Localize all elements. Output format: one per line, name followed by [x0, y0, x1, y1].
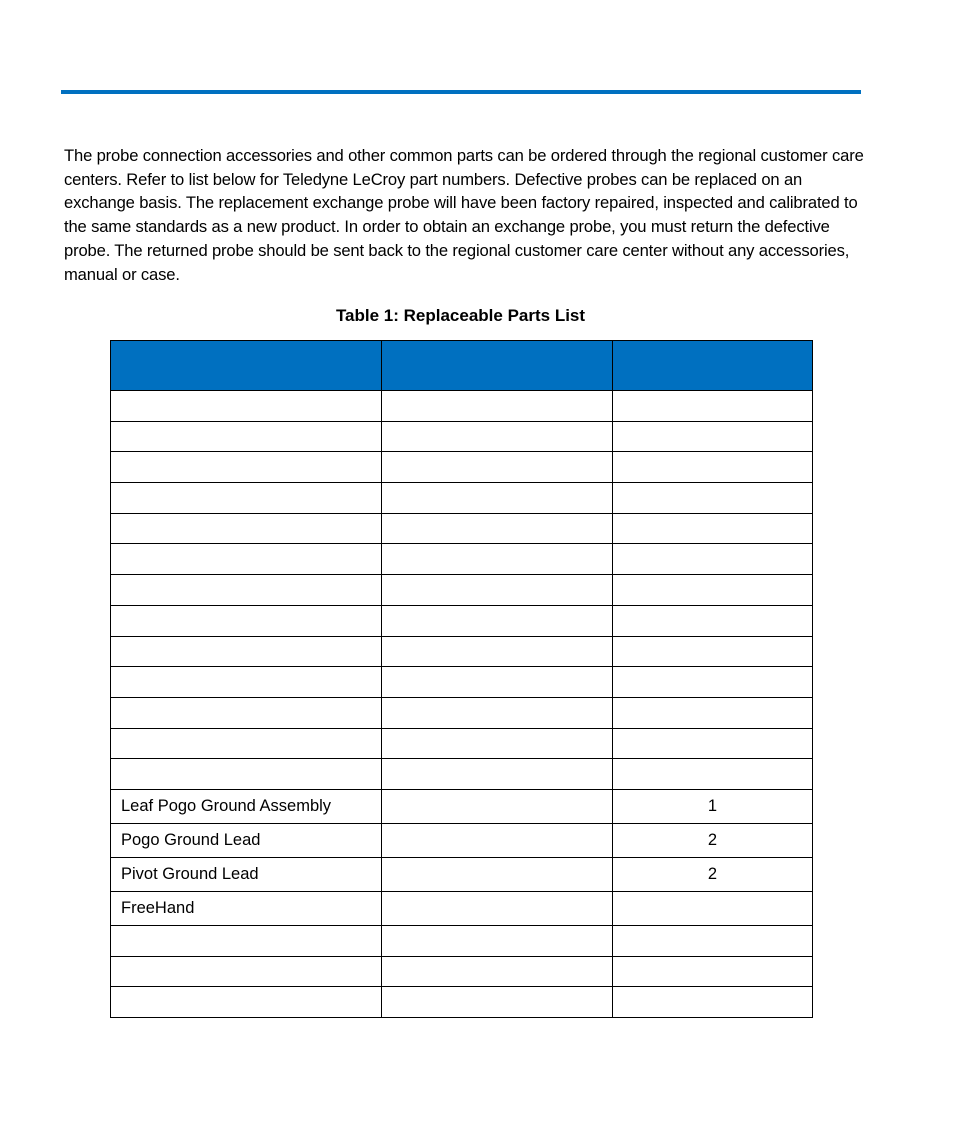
cell-quantity — [613, 759, 813, 790]
cell-part-number — [382, 421, 613, 452]
cell-description — [111, 452, 382, 483]
table-row — [111, 421, 813, 452]
cell-quantity — [613, 956, 813, 987]
cell-description — [111, 636, 382, 667]
table-caption: Table 1: Replaceable Parts List — [335, 306, 586, 325]
cell-part-number — [382, 789, 613, 823]
cell-quantity — [613, 421, 813, 452]
cell-part-number — [382, 452, 613, 483]
table-row — [111, 636, 813, 667]
cell-quantity — [613, 513, 813, 544]
cell-part-number — [382, 891, 613, 925]
table-row — [111, 697, 813, 728]
table-row — [111, 823, 813, 857]
cell-part-number — [382, 759, 613, 790]
cell-description — [111, 667, 382, 698]
table-row — [111, 789, 813, 823]
cell-description — [111, 513, 382, 544]
cell-quantity: 2 — [613, 823, 813, 857]
cell-part-number — [382, 391, 613, 422]
table-row — [111, 857, 813, 891]
cell-part-number — [382, 575, 613, 606]
cell-description — [111, 697, 382, 728]
table-row — [111, 925, 813, 956]
cell-quantity: 1 — [613, 789, 813, 823]
cell-quantity — [613, 636, 813, 667]
cell-quantity — [613, 575, 813, 606]
cell-quantity — [613, 544, 813, 575]
replaceable-parts-table — [110, 340, 813, 1018]
cell-quantity — [613, 483, 813, 514]
cell-part-number — [382, 544, 613, 575]
cell-part-number — [382, 987, 613, 1018]
table-row — [111, 575, 813, 606]
cell-quantity — [613, 391, 813, 422]
table-row — [111, 452, 813, 483]
cell-quantity — [613, 605, 813, 636]
cell-part-number — [382, 857, 613, 891]
cell-quantity — [613, 987, 813, 1018]
cell-quantity — [613, 667, 813, 698]
cell-description — [111, 483, 382, 514]
cell-part-number — [382, 823, 613, 857]
table-row — [111, 391, 813, 422]
cell-quantity: 2 — [613, 857, 813, 891]
cell-part-number — [382, 697, 613, 728]
cell-description — [111, 391, 382, 422]
cell-description — [111, 544, 382, 575]
cell-part-number — [382, 636, 613, 667]
cell-quantity — [613, 728, 813, 759]
cell-description: FreeHand — [111, 891, 382, 925]
table-row — [111, 987, 813, 1018]
table-header-row — [111, 341, 813, 391]
cell-description: Pogo Ground Lead — [111, 823, 382, 857]
table-row — [111, 605, 813, 636]
header-cell-part-number — [382, 341, 613, 391]
cell-description — [111, 421, 382, 452]
cell-quantity — [613, 925, 813, 956]
header-cell-quantity — [613, 341, 813, 391]
cell-description — [111, 728, 382, 759]
header-cell-description — [111, 341, 382, 391]
cell-part-number — [382, 667, 613, 698]
cell-quantity — [613, 697, 813, 728]
table-row — [111, 891, 813, 925]
cell-description — [111, 759, 382, 790]
cell-description — [111, 956, 382, 987]
cell-description: Pivot Ground Lead — [111, 857, 382, 891]
cell-quantity — [613, 452, 813, 483]
table-row — [111, 544, 813, 575]
table-row — [111, 483, 813, 514]
table-row — [111, 667, 813, 698]
header-rule — [61, 90, 861, 94]
cell-description — [111, 575, 382, 606]
cell-part-number — [382, 605, 613, 636]
cell-part-number — [382, 925, 613, 956]
cell-part-number — [382, 956, 613, 987]
cell-quantity — [613, 891, 813, 925]
cell-description — [111, 925, 382, 956]
cell-description — [111, 605, 382, 636]
table-row — [111, 956, 813, 987]
cell-description: Leaf Pogo Ground Assembly — [111, 789, 382, 823]
cell-part-number — [382, 513, 613, 544]
table-row — [111, 759, 813, 790]
cell-part-number — [382, 728, 613, 759]
intro-paragraph: The probe connection accessories and other common parts can be ordered through the regional customer care centers. Refer to list below for Teledyne LeCroy part numbers. Defective probes can be replaced on an exchange basis. The replacement exchange probe will have been factory repaired, inspected and calibrated to the same standards as a new product. In order to obtain an exchange probe, you must return the defective probe. The returned probe should be sent back to the regional customer care center without any accessories, manual or case. — [64, 146, 864, 284]
cell-part-number — [382, 483, 613, 514]
table-row — [111, 513, 813, 544]
cell-description — [111, 987, 382, 1018]
table-row — [111, 728, 813, 759]
